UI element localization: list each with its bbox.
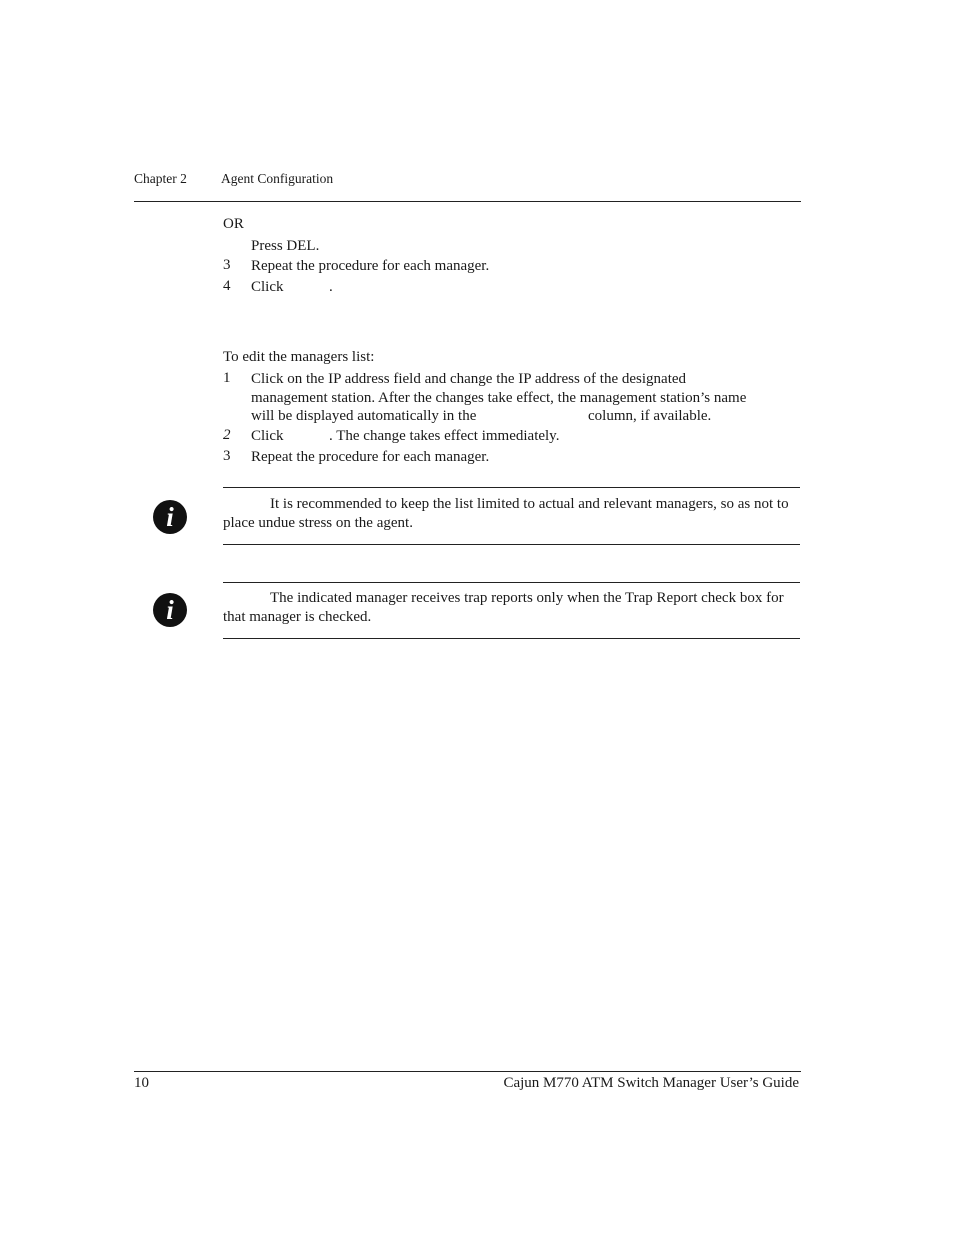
step-suffix: . The change takes effect immediately. (329, 428, 560, 444)
step-number: 2 (223, 427, 231, 443)
note-text: The indicated manager receives trap reports only when the Trap Report check box for that manager is checked. (223, 590, 784, 625)
step-text: Click (251, 279, 284, 295)
step-number: 1 (223, 370, 231, 386)
page-number: 10 (134, 1075, 149, 1091)
book-title: Cajun M770 ATM Switch Manager User’s Guide (503, 1075, 799, 1091)
step-text-line: Click on the IP address field and change the IP address of the designated (251, 371, 687, 387)
info-icon: i (153, 500, 187, 534)
press-del-text: Press DEL. (251, 238, 320, 254)
step-number: 3 (223, 448, 231, 464)
step-text-line: column, if available. (588, 408, 712, 424)
step-number: 4 (223, 278, 231, 294)
step-text: Click (251, 428, 284, 444)
step-text-line: will be displayed automatically in the (251, 408, 477, 424)
header-rule (134, 201, 801, 202)
note-bottom-rule (223, 638, 800, 639)
or-label: OR (223, 216, 244, 232)
step-text: Repeat the procedure for each manager. (251, 449, 490, 465)
chapter-label: Chapter 2 (134, 171, 187, 186)
info-icon: i (153, 593, 187, 627)
note-bottom-rule (223, 544, 800, 545)
step-text: Repeat the procedure for each manager. (251, 258, 490, 274)
note-top-rule (223, 487, 800, 488)
footer-rule (134, 1071, 801, 1072)
note-top-rule (223, 582, 800, 583)
chapter-title: Agent Configuration (221, 171, 334, 186)
step-text-line: management station. After the changes take effect, the management station’s name (251, 390, 747, 406)
edit-intro: To edit the managers list: (223, 349, 375, 365)
step-number: 3 (223, 257, 231, 273)
note-text: It is recommended to keep the list limited to actual and relevant managers, so as not to place undue stress on the agent. (223, 496, 789, 531)
step-suffix: . (329, 279, 333, 295)
